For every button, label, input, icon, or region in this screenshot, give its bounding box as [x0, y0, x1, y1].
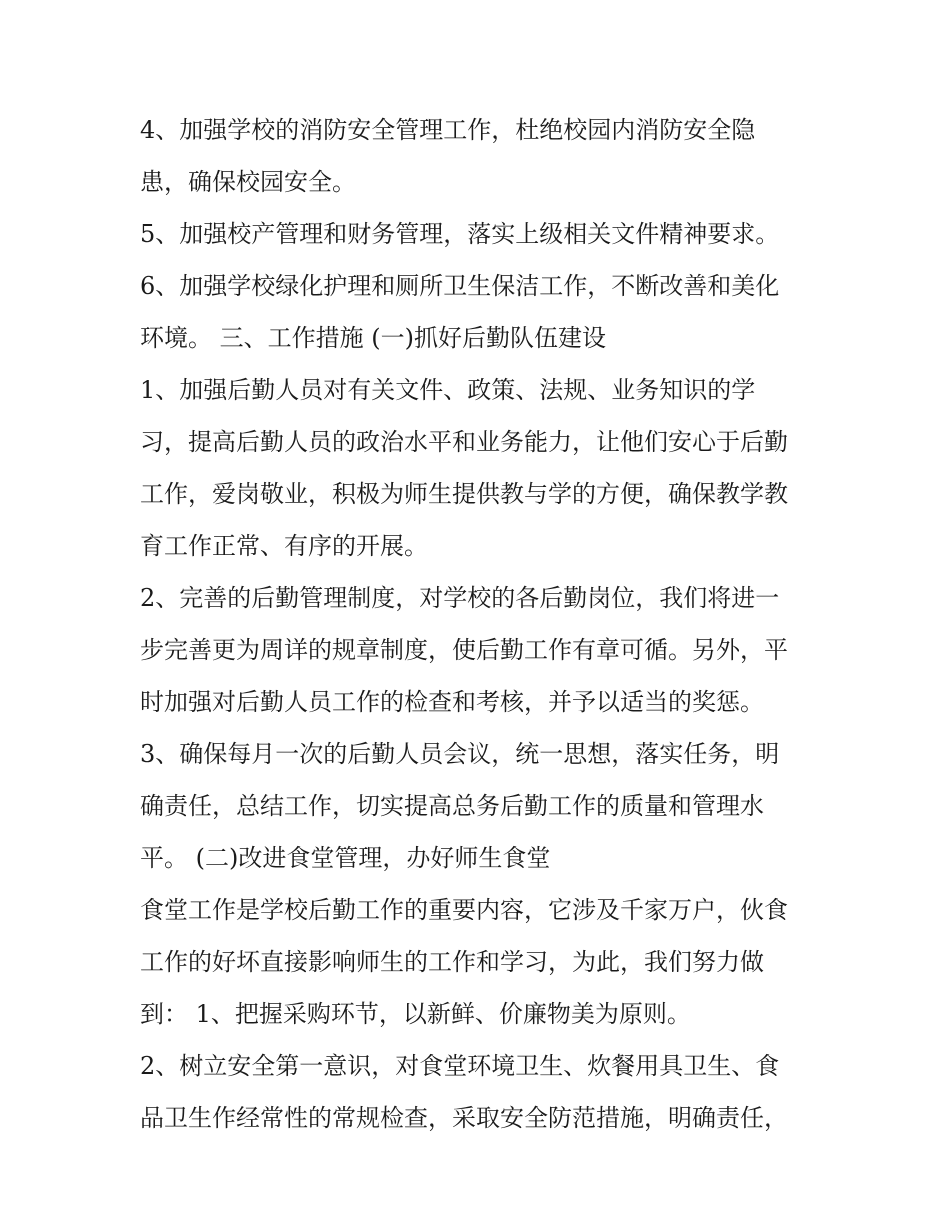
text-line: 食堂工作是学校后勤工作的重要内容，它涉及千家万户，伙食: [140, 896, 788, 924]
text-line: 到： 1、把握采购环节，以新鲜、价廉物美为原则。: [140, 1000, 691, 1028]
document-body: [140, 104, 820, 1144]
text-line: 品卫生作经常性的常规检查，采取安全防范措施，明确责任，: [140, 1104, 788, 1132]
text-line: 患，确保校园安全。: [140, 168, 356, 196]
text-line: 时加强对后勤人员工作的检查和考核，并予以适当的奖惩。: [140, 688, 764, 716]
text-line: 工作的好坏直接影响师生的工作和学习，为此，我们努力做: [140, 948, 764, 976]
text-line: 工作，爱岗敬业，积极为师生提供教与学的方便，确保教学教: [140, 480, 788, 508]
text-line: 6、加强学校绿化护理和厕所卫生保洁工作，不断改善和美化: [140, 272, 780, 300]
text-line: 育工作正常、有序的开展。: [140, 532, 428, 560]
text-line: 2、树立安全第一意识，对食堂环境卫生、炊餐用具卫生、食: [140, 1052, 780, 1080]
text-line: 4、加强学校的消防安全管理工作，杜绝校园内消防安全隐: [140, 116, 756, 144]
text-line: 环境。 三、工作措施 (一)抓好后勤队伍建设: [140, 324, 606, 352]
text-line: 确责任，总结工作，切实提高总务后勤工作的质量和管理水: [140, 792, 764, 820]
text-line: 平。 (二)改进食堂管理，办好师生食堂: [140, 844, 551, 872]
text-line: 1、加强后勤人员对有关文件、政策、法规、业务知识的学: [140, 376, 756, 404]
text-line: 步完善更为周详的规章制度，使后勤工作有章可循。另外，平: [140, 636, 788, 664]
text-line: 3、确保每月一次的后勤人员会议，统一思想，落实任务，明: [140, 740, 780, 768]
text-line: 2、完善的后勤管理制度，对学校的各后勤岗位，我们将进一: [140, 584, 780, 612]
text-line: 习，提高后勤人员的政治水平和业务能力，让他们安心于后勤: [140, 428, 788, 456]
text-line: 5、加强校产管理和财务管理，落实上级相关文件精神要求。: [140, 220, 780, 248]
